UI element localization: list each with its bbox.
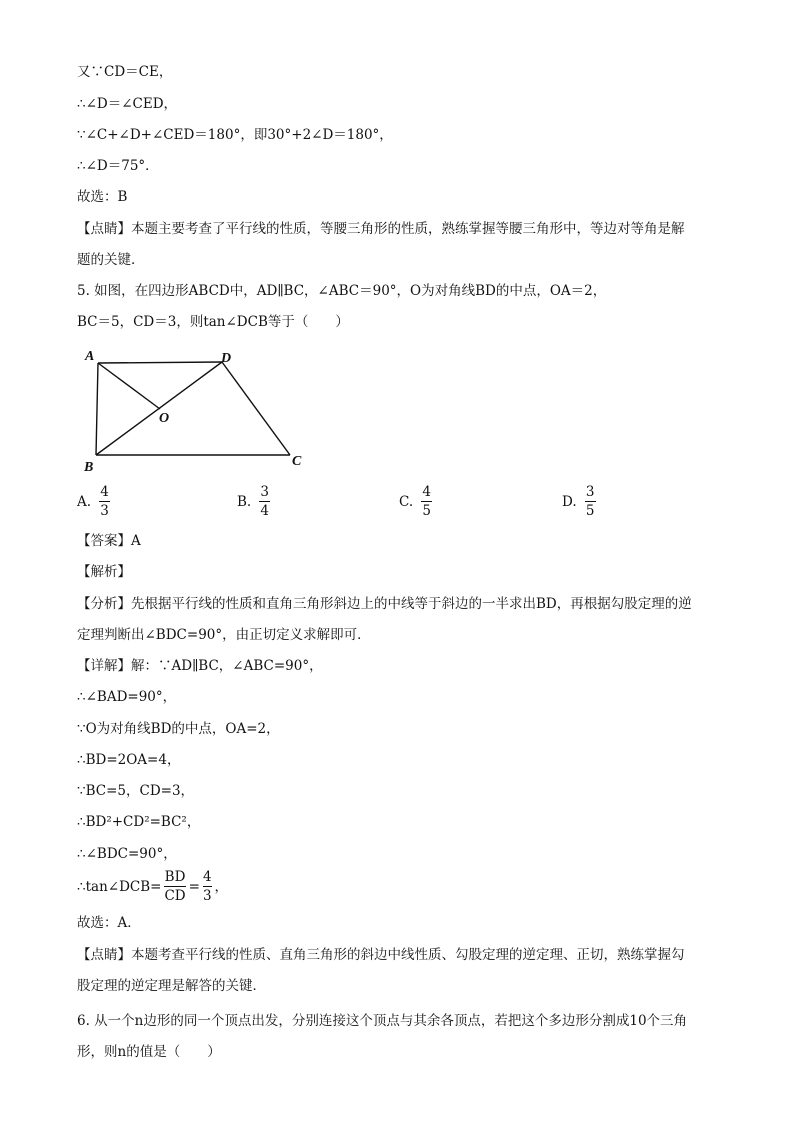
option-b[interactable] (237, 484, 270, 519)
tan-equation: ∴tan∠DCB= BD CD = 4 3 ， (77, 869, 229, 904)
fraction-bd-cd: BD CD (164, 869, 186, 904)
text-line: ∴∠D＝∠CED， (77, 96, 178, 112)
analysis-line: ∴BD²+CD²=BC²， (77, 814, 201, 830)
comment-line: 【点睛】本题主要考查了平行线的性质，等腰三角形的性质，熟练掌握等腰三角形中，等边对等角是解 (77, 221, 685, 237)
comment-line: 股定理的逆定理是解答的关键． (77, 978, 266, 994)
label-C: C (292, 454, 302, 469)
analysis-line: ∵O为对角线BD的中点，OA=2， (77, 721, 280, 737)
question-5-line: 5. 如图，在四边形ABCD中，AD∥BC，∠ABC＝90°，O为对角线BD的中点，OA＝2， (77, 283, 607, 299)
edge-DC (222, 362, 290, 455)
edge-AD (98, 362, 222, 363)
question-5-line: BC＝5，CD＝3，则tan∠DCB等于（ ） (77, 314, 349, 330)
comment-line: 题的关键． (77, 252, 145, 268)
analysis-heading: 【解析】 (77, 564, 131, 580)
option-fraction: $\frac{4}{5}$ (422, 484, 431, 519)
analysis-line: 【详解】解：∵AD∥BC，∠ABC=90°， (77, 658, 323, 674)
option-d[interactable] (562, 484, 596, 519)
option-label: C. (399, 493, 414, 510)
option-fraction: $\frac{4}{3}$ (100, 484, 109, 519)
fraction-4-3: 4 3 (202, 869, 212, 904)
text-line: ∴∠D＝75°． (77, 158, 159, 174)
text-line: 又∵CD＝CE， (77, 64, 173, 80)
option-fraction: $\frac{3}{4}$ (260, 484, 270, 519)
option-a[interactable] (77, 484, 110, 519)
option-label: B. (237, 493, 252, 510)
label-D: D (221, 351, 232, 366)
question-6-line: 形，则n的值是（ ） (77, 1044, 221, 1060)
option-fraction: $\frac{3}{5}$ (585, 484, 595, 519)
label-A: A (85, 349, 95, 364)
answer-line: 【答案】A (77, 533, 141, 549)
analysis-line: ∴∠BAD=90°， (77, 689, 177, 705)
text-line: 故选：B (77, 189, 128, 205)
analysis-line: ∵BC=5，CD=3， (77, 783, 195, 799)
edge-AB (96, 363, 98, 455)
segment-AO (98, 363, 160, 409)
label-O: O (159, 411, 170, 426)
question-6-line: 6. 从一个n边形的同一个顶点出发，分别连接这个顶点与其余各顶点，若把这个多边形分割成10个三角 (77, 1013, 688, 1029)
quadrilateral-figure (80, 342, 320, 477)
option-label: A. (77, 493, 92, 510)
option-label: D. (562, 493, 577, 510)
option-c[interactable] (399, 484, 432, 519)
analysis-line: 【分析】先根据平行线的性质和直角三角形斜边上的中线等于斜边的一半求出BD，再根据勾股定理的逆 (77, 596, 692, 612)
text-line: ∵∠C+∠D+∠CED＝180°，即30°+2∠D＝180°， (77, 127, 393, 143)
text-line: 故选：A． (77, 915, 141, 931)
analysis-line: ∴∠BDC=90°， (77, 846, 177, 862)
analysis-line: 定理判断出∠BDC=90°，由正切定义求解即可． (77, 627, 371, 643)
comment-line: 【点睛】本题考查平行线的性质、直角三角形的斜边中线性质、勾股定理的逆定理、正切，熟练掌握勾 (77, 947, 685, 963)
analysis-line: ∴BD=2OA=4， (77, 752, 181, 768)
label-B: B (84, 460, 94, 475)
